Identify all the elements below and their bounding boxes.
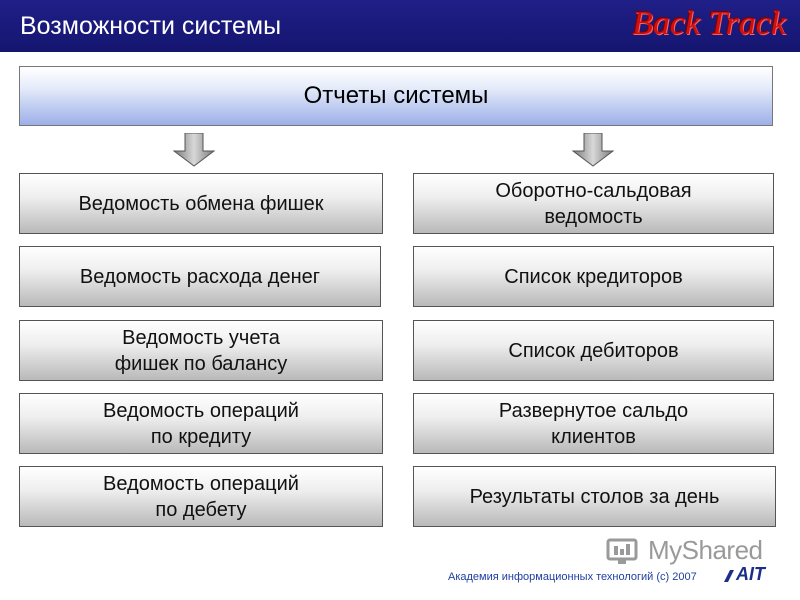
report-label: Результаты столов за день: [469, 485, 720, 508]
report-box: [19, 393, 383, 454]
report-label: Оборотно-сальдовая ведомость: [495, 179, 692, 228]
ait-logo-text: AIT: [736, 564, 765, 584]
myshared-logo-icon: [606, 537, 642, 567]
slide-title: Возможности системы: [20, 12, 282, 40]
footer-copyright: Академия информационных технологий (с) 2007: [448, 571, 697, 583]
report-label: Список дебиторов: [508, 339, 679, 362]
report-box: [413, 393, 774, 454]
ait-logo-icon: [722, 568, 736, 584]
report-box: [19, 466, 383, 527]
down-arrow-icon: [173, 133, 215, 167]
report-box: [413, 173, 774, 234]
header-bar: [0, 0, 800, 52]
report-label: Развернутое сальдо клиентов: [498, 399, 689, 448]
report-box: [19, 320, 383, 381]
watermark-text: MyShared: [648, 535, 763, 565]
ait-logo: [722, 564, 766, 586]
root-box: [19, 66, 773, 126]
report-label: Ведомость расхода денег: [79, 265, 321, 288]
report-label: Ведомость учета фишек по балансу: [114, 326, 288, 375]
report-box: [413, 246, 774, 307]
brand-logo: Back Track: [632, 5, 786, 42]
report-box: [413, 320, 774, 381]
root-box-label: Отчеты системы: [303, 82, 489, 109]
report-box: [413, 466, 776, 527]
down-arrow-icon: [572, 133, 614, 167]
report-label: Список кредиторов: [504, 265, 683, 288]
report-label: Ведомость операций по кредиту: [103, 399, 299, 448]
report-box: [19, 246, 381, 307]
report-box: [19, 173, 383, 234]
report-label: Ведомость обмена фишек: [78, 192, 324, 215]
report-label: Ведомость операций по дебету: [103, 472, 299, 521]
